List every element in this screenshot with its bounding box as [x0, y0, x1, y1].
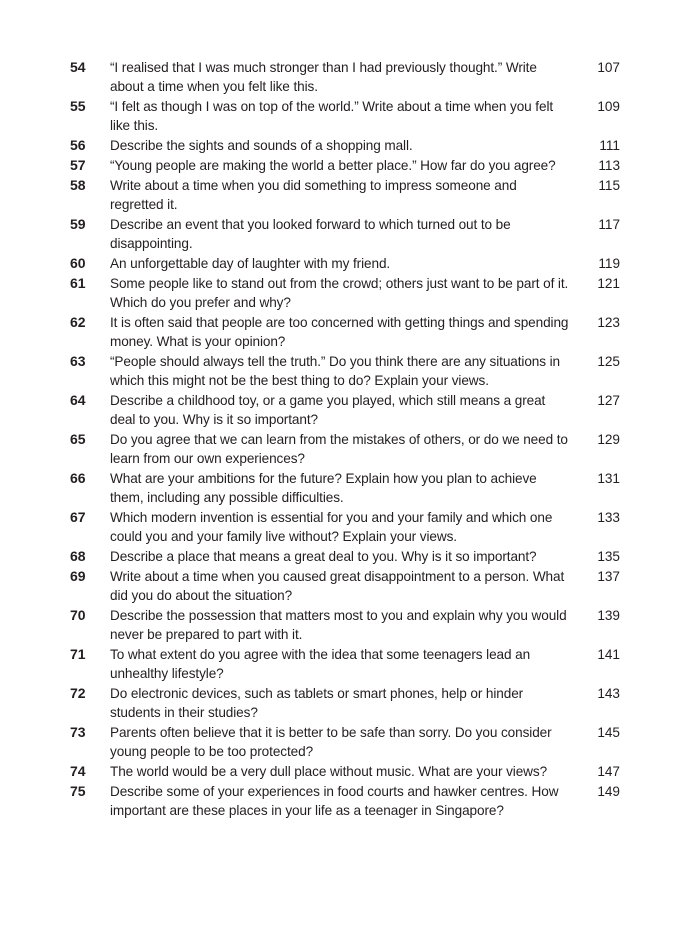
entry-number: 74: [70, 763, 86, 779]
entry-page: 133: [597, 510, 620, 525]
entry-number: 59: [70, 216, 86, 232]
entry-page: 109: [597, 99, 620, 114]
entry-number: 69: [70, 568, 86, 584]
entry-page: 121: [597, 276, 620, 291]
entry-title: Do electronic devices, such as tablets or smart phones, help or hinder students in their studies?: [110, 686, 524, 720]
entry-title: Describe an event that you looked forward to which turned out to be disappointing.: [110, 217, 511, 251]
entry-page: 135: [597, 549, 620, 564]
entry-page: 145: [597, 725, 620, 740]
toc-entry: [70, 723, 620, 761]
toc-entry: [70, 782, 620, 820]
entry-title: Describe a place that means a great deal to you. Why is it so important?: [110, 549, 537, 564]
entry-title: An unforgettable day of laughter with my friend.: [110, 256, 391, 271]
entry-title: “I realised that I was much stronger than I had previously thought.” Write about a time when you felt like this.: [110, 60, 537, 94]
entry-number: 72: [70, 685, 86, 701]
entry-number: 67: [70, 509, 86, 525]
toc-entry: [70, 684, 620, 722]
table-of-contents: [70, 58, 620, 821]
entry-page: 137: [597, 569, 620, 584]
entry-number: 75: [70, 783, 86, 799]
entry-number: 63: [70, 353, 86, 369]
toc-entry: [70, 274, 620, 312]
entry-title: Describe the sights and sounds of a shopping mall.: [110, 138, 413, 153]
toc-entry: [70, 97, 620, 135]
toc-entry: [70, 176, 620, 214]
toc-entry: [70, 645, 620, 683]
entry-page: 119: [598, 256, 620, 271]
entry-title: To what extent do you agree with the idea that some teenagers lead an unhealthy lifestyle?: [110, 647, 531, 681]
toc-entry: [70, 156, 620, 175]
entry-title: Describe some of your experiences in food courts and hawker centres. How important are these places in your life as a teenager in Singapore?: [110, 784, 559, 818]
entry-number: 64: [70, 392, 86, 408]
entry-number: 58: [70, 177, 86, 193]
entry-number: 70: [70, 607, 86, 623]
entry-title: Parents often believe that it is better to be safe than sorry. Do you consider young people to be too protected?: [110, 725, 552, 759]
entry-title: Describe a childhood toy, or a game you played, which still means a great deal to you. Why is it so important?: [110, 393, 546, 427]
entry-title: Do you agree that we can learn from the mistakes of others, or do we need to learn from our own experiences?: [110, 432, 568, 466]
entry-page: 149: [597, 784, 620, 799]
entry-page: 143: [597, 686, 620, 701]
toc-entry: [70, 567, 620, 605]
entry-title: Write about a time when you caused great disappointment to a person. What did you do about the situation?: [110, 569, 565, 603]
entry-page: 107: [597, 60, 620, 75]
entry-page: 123: [597, 315, 620, 330]
entry-page: 139: [597, 608, 620, 623]
entry-title: “I felt as though I was on top of the world.” Write about a time when you felt like this.: [110, 99, 554, 133]
entry-page: 141: [597, 647, 620, 662]
toc-entry: [70, 352, 620, 390]
toc-entry: [70, 430, 620, 468]
entry-page: 129: [597, 432, 620, 447]
toc-entry: [70, 508, 620, 546]
entry-page: 117: [598, 217, 620, 232]
entry-title: Which modern invention is essential for you and your family and which one could you and your family live without? Explain your views.: [110, 510, 553, 544]
entry-title: Some people like to stand out from the crowd; others just want to be part of it. Which do you prefer and why?: [110, 276, 569, 310]
entry-page: 125: [597, 354, 620, 369]
entry-number: 62: [70, 314, 86, 330]
entry-page: 127: [597, 393, 620, 408]
entry-page: 113: [598, 158, 620, 173]
entry-title: It is often said that people are too concerned with getting things and spending money. What is your opinion?: [110, 315, 569, 349]
entry-number: 57: [70, 157, 86, 173]
toc-entry: [70, 58, 620, 96]
toc-entry: [70, 469, 620, 507]
toc-entry: [70, 215, 620, 253]
toc-entry: [70, 547, 620, 566]
entry-number: 66: [70, 470, 86, 486]
entry-page: 147: [597, 764, 620, 779]
toc-entry: [70, 254, 620, 273]
entry-page: 131: [597, 471, 620, 486]
entry-page: 115: [598, 178, 620, 193]
entry-title: The world would be a very dull place without music. What are your views?: [110, 764, 548, 779]
entry-number: 60: [70, 255, 86, 271]
entry-page: 111: [599, 138, 620, 153]
entry-number: 68: [70, 548, 86, 564]
entry-number: 55: [70, 98, 86, 114]
entry-number: 56: [70, 137, 86, 153]
entry-number: 65: [70, 431, 86, 447]
entry-number: 71: [70, 646, 86, 662]
toc-entry: [70, 762, 620, 781]
entry-title: “People should always tell the truth.” Do you think there are any situations in which this might not be the best thing to do? Explain your views.: [110, 354, 561, 388]
entry-number: 54: [70, 59, 86, 75]
entry-number: 61: [70, 275, 86, 291]
toc-entry: [70, 313, 620, 351]
toc-entry: [70, 606, 620, 644]
toc-entry: [70, 391, 620, 429]
entry-title: “Young people are making the world a better place.” How far do you agree?: [110, 158, 556, 173]
entry-title: Write about a time when you did something to impress someone and regretted it.: [110, 178, 517, 212]
entry-title: Describe the possession that matters most to you and explain why you would never be prepared to part with it.: [110, 608, 567, 642]
entry-number: 73: [70, 724, 86, 740]
toc-entry: [70, 136, 620, 155]
entry-title: What are your ambitions for the future? Explain how you plan to achieve them, including any possible difficulties.: [110, 471, 537, 505]
